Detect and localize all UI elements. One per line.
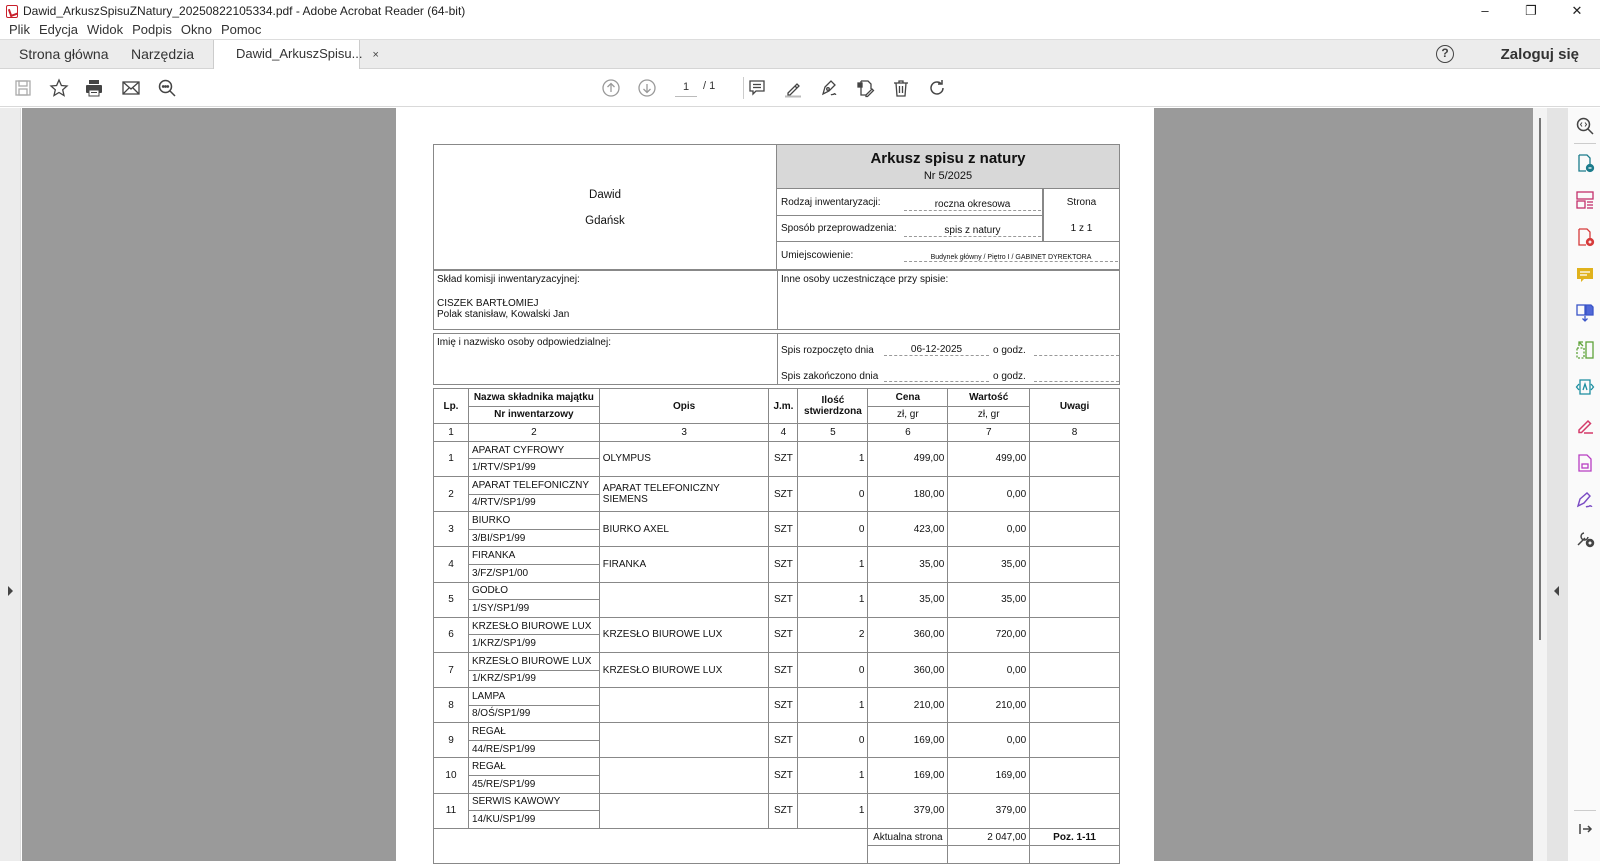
table-row bbox=[434, 758, 1120, 776]
page-up-icon[interactable] bbox=[600, 77, 622, 99]
cell-name: APARAT TELEFONICZNY bbox=[468, 476, 599, 494]
col-num: 6 bbox=[868, 424, 948, 442]
page-number-input[interactable]: 1 bbox=[675, 79, 697, 97]
search-icon[interactable] bbox=[156, 77, 178, 99]
email-icon[interactable] bbox=[120, 77, 142, 99]
cell-unit: SZT bbox=[769, 758, 798, 793]
start-date: 06-12-2025 bbox=[884, 344, 989, 356]
zoom-icon[interactable] bbox=[1574, 115, 1596, 137]
cell-name: LAMPA bbox=[468, 688, 599, 706]
cell-notes bbox=[1030, 476, 1120, 511]
cell-inv-no: 45/RE/SP1/99 bbox=[468, 776, 599, 794]
panel-divider bbox=[1574, 143, 1596, 144]
cell-lp: 3 bbox=[434, 512, 469, 547]
restore-button[interactable]: ❐ bbox=[1525, 3, 1537, 18]
cell-lp: 11 bbox=[434, 793, 469, 828]
organize-pages-icon[interactable] bbox=[1574, 189, 1596, 211]
pdf-page bbox=[396, 108, 1154, 861]
sign-icon[interactable] bbox=[818, 77, 840, 99]
minimize-button[interactable]: – bbox=[1481, 3, 1489, 18]
cell-notes bbox=[1030, 688, 1120, 723]
vertical-scrollbar[interactable] bbox=[1533, 108, 1547, 861]
col-num: 5 bbox=[798, 424, 868, 442]
page-box bbox=[1043, 189, 1120, 242]
cell-unit: SZT bbox=[769, 652, 798, 687]
col-num: 8 bbox=[1030, 424, 1120, 442]
cell-unit: SZT bbox=[769, 512, 798, 547]
login-button[interactable]: Zaloguj się bbox=[1500, 46, 1579, 63]
col-lp: Lp. bbox=[434, 389, 469, 424]
cell-inv-no: 4/RTV/SP1/99 bbox=[468, 494, 599, 512]
table-row bbox=[434, 723, 1120, 741]
scrollbar-thumb[interactable] bbox=[1539, 118, 1541, 640]
cell-unit: SZT bbox=[769, 617, 798, 652]
table-row bbox=[434, 688, 1120, 706]
cell-lp: 7 bbox=[434, 652, 469, 687]
menu-edycja[interactable]: Edycja bbox=[38, 22, 78, 37]
toolbar-divider bbox=[743, 77, 744, 99]
cell-qty: 1 bbox=[798, 441, 868, 476]
cell-unit: SZT bbox=[769, 476, 798, 511]
cell-unit: SZT bbox=[769, 723, 798, 758]
location-row bbox=[776, 241, 1120, 270]
compress-icon[interactable] bbox=[1574, 339, 1596, 361]
cell-name: KRZESŁO BIUROWE LUX bbox=[468, 617, 599, 635]
cell-name: FIRANKA bbox=[468, 547, 599, 565]
cell-desc: KRZESŁO BIUROWE LUX bbox=[599, 652, 769, 687]
title-box bbox=[776, 144, 1120, 189]
header-row bbox=[434, 389, 1120, 407]
responsible-label: Imię i nazwisko osoby odpowiedzialnej: bbox=[437, 337, 611, 348]
col-num: 1 bbox=[434, 424, 469, 442]
cell-qty: 1 bbox=[798, 688, 868, 723]
inventory-type-label: Rodzaj inwentaryzacji: bbox=[781, 197, 881, 208]
footer-spacer bbox=[434, 828, 868, 846]
cell-value: 35,00 bbox=[948, 582, 1030, 617]
cell-inv-no: 1/RTV/SP1/99 bbox=[468, 459, 599, 477]
cell-desc: OLYMPUS bbox=[599, 441, 769, 476]
cell-desc bbox=[599, 723, 769, 758]
cell-inv-no: 3/BI/SP1/99 bbox=[468, 529, 599, 547]
expand-left-panel-icon[interactable] bbox=[8, 586, 13, 596]
location-value: Budynek główny / Piętro I / GABINET DYREKTORA bbox=[904, 254, 1118, 262]
col-num: 7 bbox=[948, 424, 1030, 442]
comment-tool-icon[interactable] bbox=[1574, 264, 1596, 286]
cell-value: 0,00 bbox=[948, 652, 1030, 687]
items-table bbox=[433, 388, 1120, 864]
menu-podpis[interactable]: Podpis bbox=[132, 22, 172, 37]
col-unit: J.m. bbox=[769, 389, 798, 424]
help-icon[interactable]: ? bbox=[1436, 45, 1454, 63]
table-row bbox=[434, 512, 1120, 530]
panel-divider bbox=[1574, 810, 1596, 811]
col-value-unit: zł, gr bbox=[948, 406, 1030, 424]
table-row bbox=[434, 793, 1120, 811]
cell-unit: SZT bbox=[769, 582, 798, 617]
collapse-panel-icon[interactable] bbox=[1574, 818, 1596, 840]
cell-desc: BIURKO AXEL bbox=[599, 512, 769, 547]
col-notes: Uwagi bbox=[1030, 389, 1120, 424]
document-title: Arkusz spisu z natury bbox=[870, 150, 1026, 167]
cell-qty: 0 bbox=[798, 476, 868, 511]
right-panel-toggle[interactable] bbox=[1547, 108, 1568, 861]
table-row bbox=[434, 617, 1120, 635]
cell-value: 210,00 bbox=[948, 688, 1030, 723]
inventory-type-row bbox=[776, 189, 1043, 216]
combine-files-icon[interactable] bbox=[1574, 301, 1596, 323]
cell-lp: 1 bbox=[434, 441, 469, 476]
cell-qty: 1 bbox=[798, 758, 868, 793]
menu-pomoc[interactable]: Pomoc bbox=[220, 22, 262, 37]
start-label: Spis rozpoczęto dnia bbox=[781, 345, 874, 356]
col-num: 4 bbox=[769, 424, 798, 442]
table-row bbox=[434, 652, 1120, 670]
cell-desc bbox=[599, 793, 769, 828]
cell-notes bbox=[1030, 793, 1120, 828]
cell-qty: 1 bbox=[798, 793, 868, 828]
cell-name: REGAŁ bbox=[468, 723, 599, 741]
cell-desc: FIRANKA bbox=[599, 547, 769, 582]
cell-value: 720,00 bbox=[948, 617, 1030, 652]
col-qty: Ilość stwierdzona bbox=[798, 389, 868, 424]
delete-icon[interactable] bbox=[890, 77, 912, 99]
cell-price: 360,00 bbox=[868, 652, 948, 687]
cell-desc bbox=[599, 758, 769, 793]
cell-inv-no: 44/RE/SP1/99 bbox=[468, 740, 599, 758]
cell-price: 499,00 bbox=[868, 441, 948, 476]
main-toolbar bbox=[0, 69, 1600, 107]
comment-icon[interactable] bbox=[746, 77, 768, 99]
document-number: Nr 5/2025 bbox=[923, 170, 973, 182]
company-city: Gdańsk bbox=[585, 215, 625, 227]
cell-price: 379,00 bbox=[868, 793, 948, 828]
tab-bar bbox=[0, 39, 1600, 69]
cell-notes bbox=[1030, 758, 1120, 793]
responsible-box bbox=[433, 333, 1120, 385]
cell-desc bbox=[599, 582, 769, 617]
method-row bbox=[776, 215, 1043, 242]
cell-notes bbox=[1030, 512, 1120, 547]
col-inv-no: Nr inwentarzowy bbox=[468, 406, 599, 424]
cell-inv-no: 1/SY/SP1/99 bbox=[468, 600, 599, 618]
cell-value: 0,00 bbox=[948, 476, 1030, 511]
tab-document[interactable] bbox=[213, 40, 379, 70]
cell-name: BIURKO bbox=[468, 512, 599, 530]
table-row bbox=[434, 547, 1120, 565]
cell-notes bbox=[1030, 617, 1120, 652]
cell-lp: 9 bbox=[434, 723, 469, 758]
committee-members-2: Polak stanisław, Kowalski Jan bbox=[437, 309, 570, 320]
end-date bbox=[884, 370, 989, 382]
cell-lp: 2 bbox=[434, 476, 469, 511]
menu-bar bbox=[0, 22, 1600, 39]
col-price-unit: zł, gr bbox=[868, 406, 948, 424]
cell-inv-no: 3/FZ/SP1/00 bbox=[468, 564, 599, 582]
cell-value: 499,00 bbox=[948, 441, 1030, 476]
cell-notes bbox=[1030, 547, 1120, 582]
window-title: Dawid_ArkuszSpisuZNatury_20250822105334.pdf - Adobe Acrobat Reader (64-bit) bbox=[23, 4, 466, 18]
tab-tools[interactable]: Narzędzia bbox=[131, 46, 195, 62]
cell-price: 169,00 bbox=[868, 758, 948, 793]
end-hour bbox=[1034, 370, 1119, 382]
col-name: Nazwa składnika majątku bbox=[468, 389, 599, 407]
cell-qty: 1 bbox=[798, 582, 868, 617]
cell-qty: 0 bbox=[798, 652, 868, 687]
cell-qty: 0 bbox=[798, 723, 868, 758]
cell-value: 379,00 bbox=[948, 793, 1030, 828]
cell-value: 0,00 bbox=[948, 723, 1030, 758]
method-label: Sposób przeprowadzenia: bbox=[781, 223, 897, 234]
positions-range: Poz. 1-11 bbox=[1030, 828, 1120, 846]
committee-label: Skład komisji inwentaryzacyjnej: bbox=[437, 274, 580, 285]
highlight-icon[interactable] bbox=[782, 77, 804, 99]
fill-sign-icon[interactable] bbox=[854, 77, 876, 99]
cell-price: 423,00 bbox=[868, 512, 948, 547]
col-price: Cena bbox=[868, 389, 948, 407]
cell-inv-no: 8/OŚ/SP1/99 bbox=[468, 705, 599, 723]
close-tab-icon[interactable]: × bbox=[372, 49, 379, 61]
collapse-right-panel-icon[interactable] bbox=[1554, 586, 1559, 596]
cell-price: 180,00 bbox=[868, 476, 948, 511]
cell-notes bbox=[1030, 723, 1120, 758]
col-num: 3 bbox=[599, 424, 769, 442]
acrobat-pdf-icon bbox=[6, 5, 18, 18]
cell-inv-no: 14/KU/SP1/99 bbox=[468, 811, 599, 829]
close-window-button[interactable]: ✕ bbox=[1571, 3, 1583, 18]
export-pdf-icon[interactable] bbox=[1574, 226, 1596, 248]
page-value: 1 z 1 bbox=[1070, 223, 1093, 234]
menu-okno[interactable]: Okno bbox=[180, 22, 212, 37]
cell-name: SERWIS KAWOWY bbox=[468, 793, 599, 811]
col-value: Wartość bbox=[948, 389, 1030, 407]
end-label: Spis zakończono dnia bbox=[781, 371, 879, 382]
col-num: 2 bbox=[468, 424, 599, 442]
cell-inv-no: 1/KRZ/SP1/99 bbox=[468, 670, 599, 688]
cell-notes bbox=[1030, 441, 1120, 476]
cell-qty: 1 bbox=[798, 547, 868, 582]
table-row bbox=[434, 476, 1120, 494]
more-tools-icon[interactable] bbox=[1574, 527, 1596, 549]
cell-qty: 2 bbox=[798, 617, 868, 652]
cell-lp: 4 bbox=[434, 547, 469, 582]
page-label: Strona bbox=[1066, 197, 1097, 208]
col-desc: Opis bbox=[599, 389, 769, 424]
request-signature-icon[interactable] bbox=[1574, 489, 1596, 511]
cell-value: 35,00 bbox=[948, 547, 1030, 582]
others-label: Inne osoby uczestniczące przy spisie: bbox=[781, 274, 949, 285]
cell-desc bbox=[599, 688, 769, 723]
cell-qty: 0 bbox=[798, 512, 868, 547]
left-panel-toggle[interactable] bbox=[0, 108, 21, 861]
cell-value: 0,00 bbox=[948, 512, 1030, 547]
cell-price: 35,00 bbox=[868, 582, 948, 617]
page-total: / 1 bbox=[703, 80, 716, 92]
protect-icon[interactable] bbox=[1574, 452, 1596, 474]
committee-box bbox=[433, 270, 1120, 330]
committee-member-1: CISZEK BARTŁOMIEJ bbox=[437, 298, 539, 309]
cell-name: APARAT CYFROWY bbox=[468, 441, 599, 459]
menu-plik[interactable]: Plik bbox=[9, 22, 30, 37]
cell-price: 35,00 bbox=[868, 547, 948, 582]
cell-notes bbox=[1030, 582, 1120, 617]
cell-inv-no: 1/KRZ/SP1/99 bbox=[468, 635, 599, 653]
window-titlebar bbox=[0, 0, 1600, 22]
cell-value: 169,00 bbox=[948, 758, 1030, 793]
tab-home[interactable]: Strona główna bbox=[19, 46, 109, 62]
fill-sign-tool-icon[interactable] bbox=[1574, 414, 1596, 436]
company-name: Dawid bbox=[589, 189, 621, 201]
cell-price: 210,00 bbox=[868, 688, 948, 723]
company-box bbox=[433, 144, 776, 270]
menu-widok[interactable]: Widok bbox=[86, 22, 124, 37]
divider bbox=[777, 334, 778, 384]
cell-unit: SZT bbox=[769, 793, 798, 828]
cell-lp: 5 bbox=[434, 582, 469, 617]
cell-unit: SZT bbox=[769, 547, 798, 582]
cell-name: KRZESŁO BIUROWE LUX bbox=[468, 652, 599, 670]
column-numbers-row bbox=[434, 424, 1120, 442]
cell-unit: SZT bbox=[769, 688, 798, 723]
rotate-icon[interactable] bbox=[926, 77, 948, 99]
cell-name: REGAŁ bbox=[468, 758, 599, 776]
table-row bbox=[434, 441, 1120, 459]
cell-desc: APARAT TELEFONICZNY SIEMENS bbox=[599, 476, 769, 511]
cell-desc: KRZESŁO BIUROWE LUX bbox=[599, 617, 769, 652]
star-icon[interactable] bbox=[48, 77, 70, 99]
cell-price: 360,00 bbox=[868, 617, 948, 652]
cell-lp: 6 bbox=[434, 617, 469, 652]
cell-unit: SZT bbox=[769, 441, 798, 476]
footer-row bbox=[434, 828, 1120, 846]
current-page-label: Aktualna strona bbox=[868, 828, 948, 846]
current-page-total: 2 047,00 bbox=[948, 828, 1030, 846]
save-icon[interactable] bbox=[12, 77, 34, 99]
end-hour-label: o godz. bbox=[993, 371, 1026, 382]
tools-pane bbox=[1568, 108, 1600, 861]
cell-price: 169,00 bbox=[868, 723, 948, 758]
edit-pdf-icon[interactable] bbox=[1574, 376, 1596, 398]
page-down-icon[interactable] bbox=[636, 77, 658, 99]
location-label: Umiejscowienie: bbox=[781, 250, 854, 261]
inventory-type-value: roczna okresowa bbox=[904, 199, 1041, 211]
method-value: spis z natury bbox=[904, 225, 1041, 237]
print-icon[interactable] bbox=[83, 77, 105, 99]
start-hour bbox=[1034, 344, 1119, 356]
tab-document-label: Dawid_ArkuszSpisu... bbox=[236, 46, 363, 61]
cell-name: GODŁO bbox=[468, 582, 599, 600]
divider bbox=[777, 271, 778, 329]
cell-notes bbox=[1030, 652, 1120, 687]
start-hour-label: o godz. bbox=[993, 345, 1026, 356]
table-row bbox=[434, 582, 1120, 600]
cell-lp: 10 bbox=[434, 758, 469, 793]
create-pdf-icon[interactable] bbox=[1574, 152, 1596, 174]
cell-lp: 8 bbox=[434, 688, 469, 723]
